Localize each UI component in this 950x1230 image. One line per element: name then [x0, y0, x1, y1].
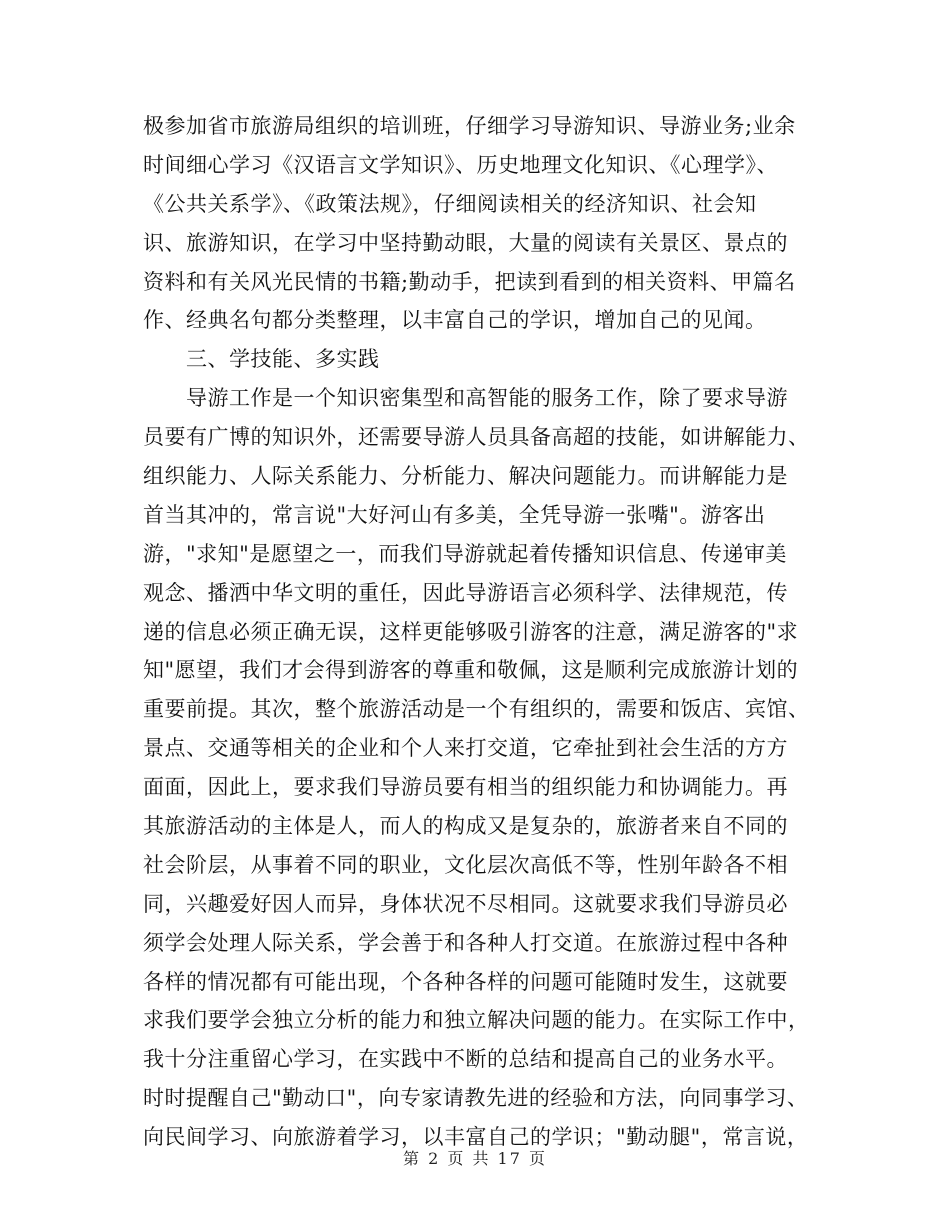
text-line: 向民间学习、向旅游着学习，以丰富自己的学识；"勤动腿"，常言说，	[143, 1125, 809, 1150]
text-line: 须学会处理人际关系，学会善于和各种人打交道。在旅游过程中各种	[143, 930, 788, 955]
text-line: 递的信息必须正确无误，这样更能够吸引游客的注意，满足游客的"求	[143, 619, 799, 644]
text-line: 时间细心学习《汉语言文学知识》、历史地理文化知识、《心理学》、	[143, 152, 778, 177]
text-line: 极参加省市旅游局组织的培训班，仔细学习导游知识、导游业务;业余	[143, 114, 796, 138]
text-line: 求我们要学会独立分析的能力和独立解决问题的能力。在实际工作中，	[143, 1008, 810, 1033]
text-line: 组织能力、人际关系能力、分析能力、解决问题能力。而讲解能力是	[143, 464, 788, 489]
text-line: 社会阶层，从事着不同的职业，文化层次高低不等，性别年龄各不相	[143, 852, 788, 877]
text-line: 时时提醒自己"勤动口"，向专家请教先进的经验和方法，向同事学习、	[143, 1086, 809, 1111]
text-line: 资料和有关风光民情的书籍;勤动手，把读到看到的相关资料、甲篇名	[143, 269, 796, 294]
text-line: 作、经典名句都分类整理，以丰富自己的学识，增加自己的见闻。	[143, 308, 767, 333]
text-line: 其旅游活动的主体是人，而人的构成又是复杂的，旅游者来自不同的	[143, 814, 788, 839]
text-line: 重要前提。其次，整个旅游活动是一个有组织的，需要和饭店、宾馆、	[143, 697, 810, 722]
text-line: 我十分注重留心学习，在实践中不断的总结和提高自己的业务水平。	[143, 1047, 788, 1072]
text-line: 同，兴趣爱好因人而异，身体状况不尽相同。这就要求我们导游员必	[143, 891, 788, 916]
document-body	[143, 107, 813, 1157]
text-line: 《公共关系学》、《政策法规》，仔细阅读相关的经济知识、社会知	[143, 191, 757, 216]
text-line: 识、旅游知识，在学习中坚持勤动眼，大量的阅读有关景区、景点的	[143, 230, 788, 255]
page-number-footer: 第 2 页 共 17 页	[403, 1149, 547, 1168]
text-line: 导游工作是一个知识密集型和高智能的服务工作，除了要求导游	[143, 386, 788, 411]
text-line: 景点、交通等相关的企业和个人来打交道，它牵扯到社会生活的方方	[143, 736, 788, 761]
text-line: 首当其冲的，常言说"大好河山有多美，全凭导游一张嘴"。游客出	[143, 502, 766, 527]
text-line: 知"愿望，我们才会得到游客的尊重和敬佩，这是顺利完成旅游计划的	[143, 658, 799, 683]
text-line: 游，"求知"是愿望之一，而我们导游就起着传播知识信息、传递审美	[143, 541, 787, 566]
text-line: 员要有广博的知识外，还需要导游人员具备高超的技能，如讲解能力、	[143, 425, 810, 450]
text-line: 面面，因此上，要求我们导游员要有相当的组织能力和协调能力。再	[143, 775, 788, 800]
section-heading: 三、学技能、多实践	[143, 347, 380, 372]
text-line: 各样的情况都有可能出现，个各种各样的问题可能随时发生，这就要	[143, 969, 788, 994]
text-line: 观念、播洒中华文明的重任，因此导游语言必须科学、法律规范，传	[143, 580, 788, 605]
